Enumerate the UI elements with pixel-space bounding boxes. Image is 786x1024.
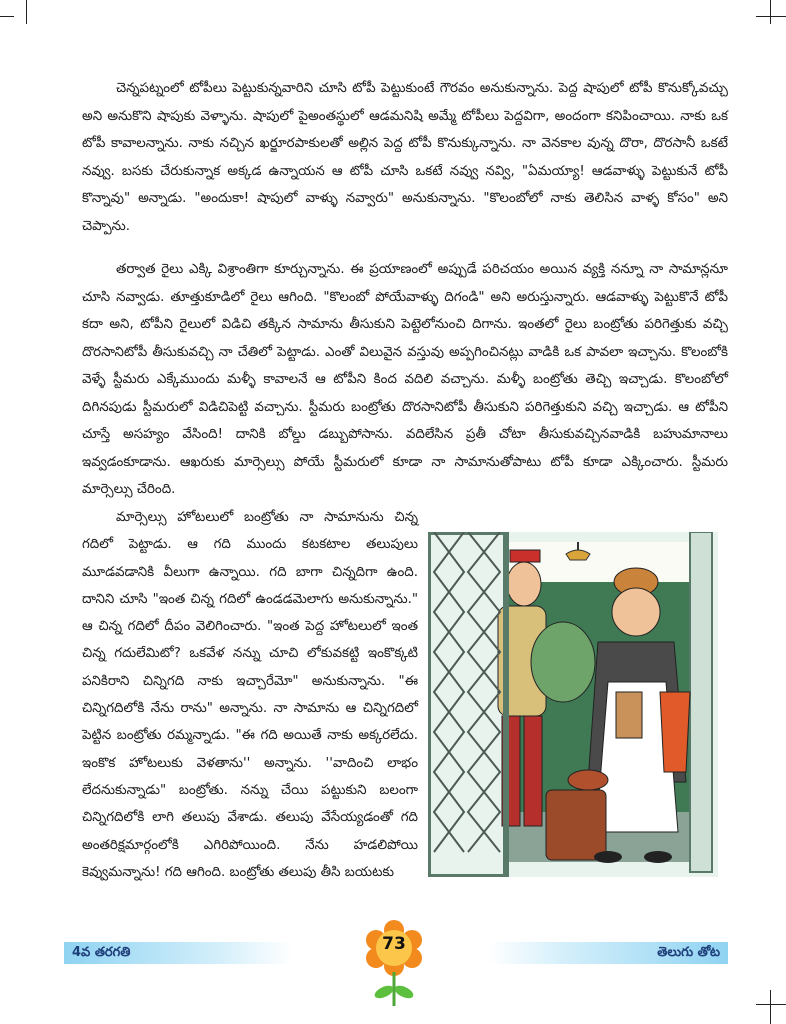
page-number: 73: [382, 934, 406, 954]
crop-mark-bottom-right-h: [756, 1004, 786, 1005]
crop-mark-bottom-right-v: [770, 990, 771, 1024]
crop-mark-top-left-v: [26, 0, 27, 24]
crop-mark-top-right-v: [770, 0, 771, 24]
footer-book-title: తెలుగు తోట: [488, 942, 728, 964]
paragraph-1: చెన్నపట్నంలో టోపీలు పెట్టుకున్నవారిని చూసి టోపీ పెట్టుకుంటే గౌరవం అనుకున్నాను. పెద్ద షాపులో టోపీ కొనుక్కోవచ్చు అని అనుకొని షాపుకు వెళ్ళాను. షాపులో పైఅంతస్థులో ఆడమనిషి అమ్మే టోపీలు పెద్దవిగా, అందంగా కనిపించాయి. నాకు ఒక టోపీ కావాలన్నాను. నాకు నచ్చిన ఖర్జూరపాకులతో అల్లిన పెద్ద టోపీ కొనుక్కున్నాను. నా వెనకాల వున్న దొరా, దొరసానీ ఒకటే నవ్వు. బసకు చేరుకున్నాక అక్కడ ఉన్నాయన ఆ టోపీ చూసి ఒకటే నవ్వు నవ్వి, "ఏమయ్యా! ఆడవాళ్ళు పెట్టుకునే టోపీ కొన్నావు" అన్నాడు. "అందుకా! షాపులో వాళ్ళు నవ్వారు" అనుకున్నాను. "కొలంబోలో నాకు తెలిసిన వాళ్ళ కోసం" అని చెప్పాను.: [82, 81, 728, 234]
crop-mark-top-left-h: [0, 16, 14, 17]
footer-class-label: 4వ తరగతి: [64, 942, 292, 964]
crop-mark-top-right-h: [756, 16, 786, 17]
elevator-illustration: [428, 532, 718, 877]
paragraph-3: మార్సెల్సు హోటలులో బంట్రోతు నా సామానును చిన్న గదిలో పెట్టాడు. ఆ గది ముందు కటకటాల తలుపులు మూడవడానికి వీలుగా ఉన్నాయి. గది బాగా చిన్నదిగా ఉంది. దానిని చూసి "ఇంత చిన్న గదిలో ఉండడమెలాగు అనుకున్నాను." ఆ చిన్న గదిలో దీపం వెలిగించారు. "ఇంత పెద్ద హోటలులో ఇంత చిన్న గదులేమిటో? ఒకవేళ నన్ను చూచి లోకువకట్టి ఇంకొక్కటి పనికిరాని చిన్నిగది నాకు ఇచ్చారేమో" అనుకున్నాను. "ఈ చిన్నిగదిలోకి నేను రాను" అన్నాను. నా సామాను ఆ చిన్నిగదిలో పెట్టిన బంట్రోతు రమ్మన్నాడు. "ఈ గది అయితే నాకు అక్కరలేదు. ఇంకొక హోటలుకు వెళతాను'' అన్నాను. ''వాదించి లాభం లేదనుకున్నాడు" బంట్రోతు. నన్ను చేయి పట్టుకుని బలంగా చిన్నిగదిలోకి లాగి తలుపు వేశాడు. తలుపు వేసేయ్యడంతో గది అంతరిక్షమార్గంలోకి ఎగిరిపోయింది. నేను హడలిపోయి కెవ్వుమన్నాను! గది ఆగింది. బంట్రోతు తలుపు తీసి బయటకు: [82, 510, 418, 880]
paragraph-2: తర్వాత రైలు ఎక్కి విశ్రాంతిగా కూర్చున్నాను. ఈ ప్రయాణంలో అప్పుడే పరిచయం అయిన వ్యక్తి నన్నూ నా సామాన్లనూ చూసి నవ్వాడు. తూత్తుకూడిలో రైలు ఆగింది. "కొలంబో పోయేవాళ్ళు దిగండి" అని అరుస్తున్నారు. ఆడవాళ్ళు పెట్టుకొనే టోపీ కదా అని, టోపీని రైలులో విడిచి తక్కిన సామాను తీసుకుని పెట్టెలోనుంచి దిగాను. ఇంతలో రైలు బంట్రోతు పరిగెత్తుకు వచ్చి దొరసానిటోపీ తీసుకువచ్చి నా చేతిలో పెట్టాడు. ఎంతో విలువైన వస్తువు అప్పగించినట్లు వాడికి ఒక పావలా ఇచ్చాను. కొలంబోకి వెళ్ళే స్టీమరు ఎక్కేముందు మళ్ళీ కావాలనే ఆ టోపీని కింద వదిలి వచ్చాను. మళ్ళీ బంట్రోతు తెచ్చి ఇచ్చాడు. కొలంబోలో దిగినపుడు స్టీమరులో విడిచిపెట్టి వచ్చాను. స్టీమరు బంట్రోతు దొరసానిటోపీ తీసుకుని పరిగెత్తుకుని వచ్చి ఇచ్చాడు. ఆ టోపీని చూస్తే అసహ్యం వేసింది! దానికి బోల్డు డబ్బుపోసాను. వదిలేసిన ప్రతీ చోటా తీసుకువచ్చినవాడికి బహుమానాలు ఇవ్వడంకూడాను. ఆఖరుకు మార్సెల్సు పోయే స్టీమరులో కూడా నా సామానుతోపాటు టోపీ కూడా ఎక్కించారు. స్టీమరు మార్సెల్సు చేరింది.: [82, 262, 728, 497]
